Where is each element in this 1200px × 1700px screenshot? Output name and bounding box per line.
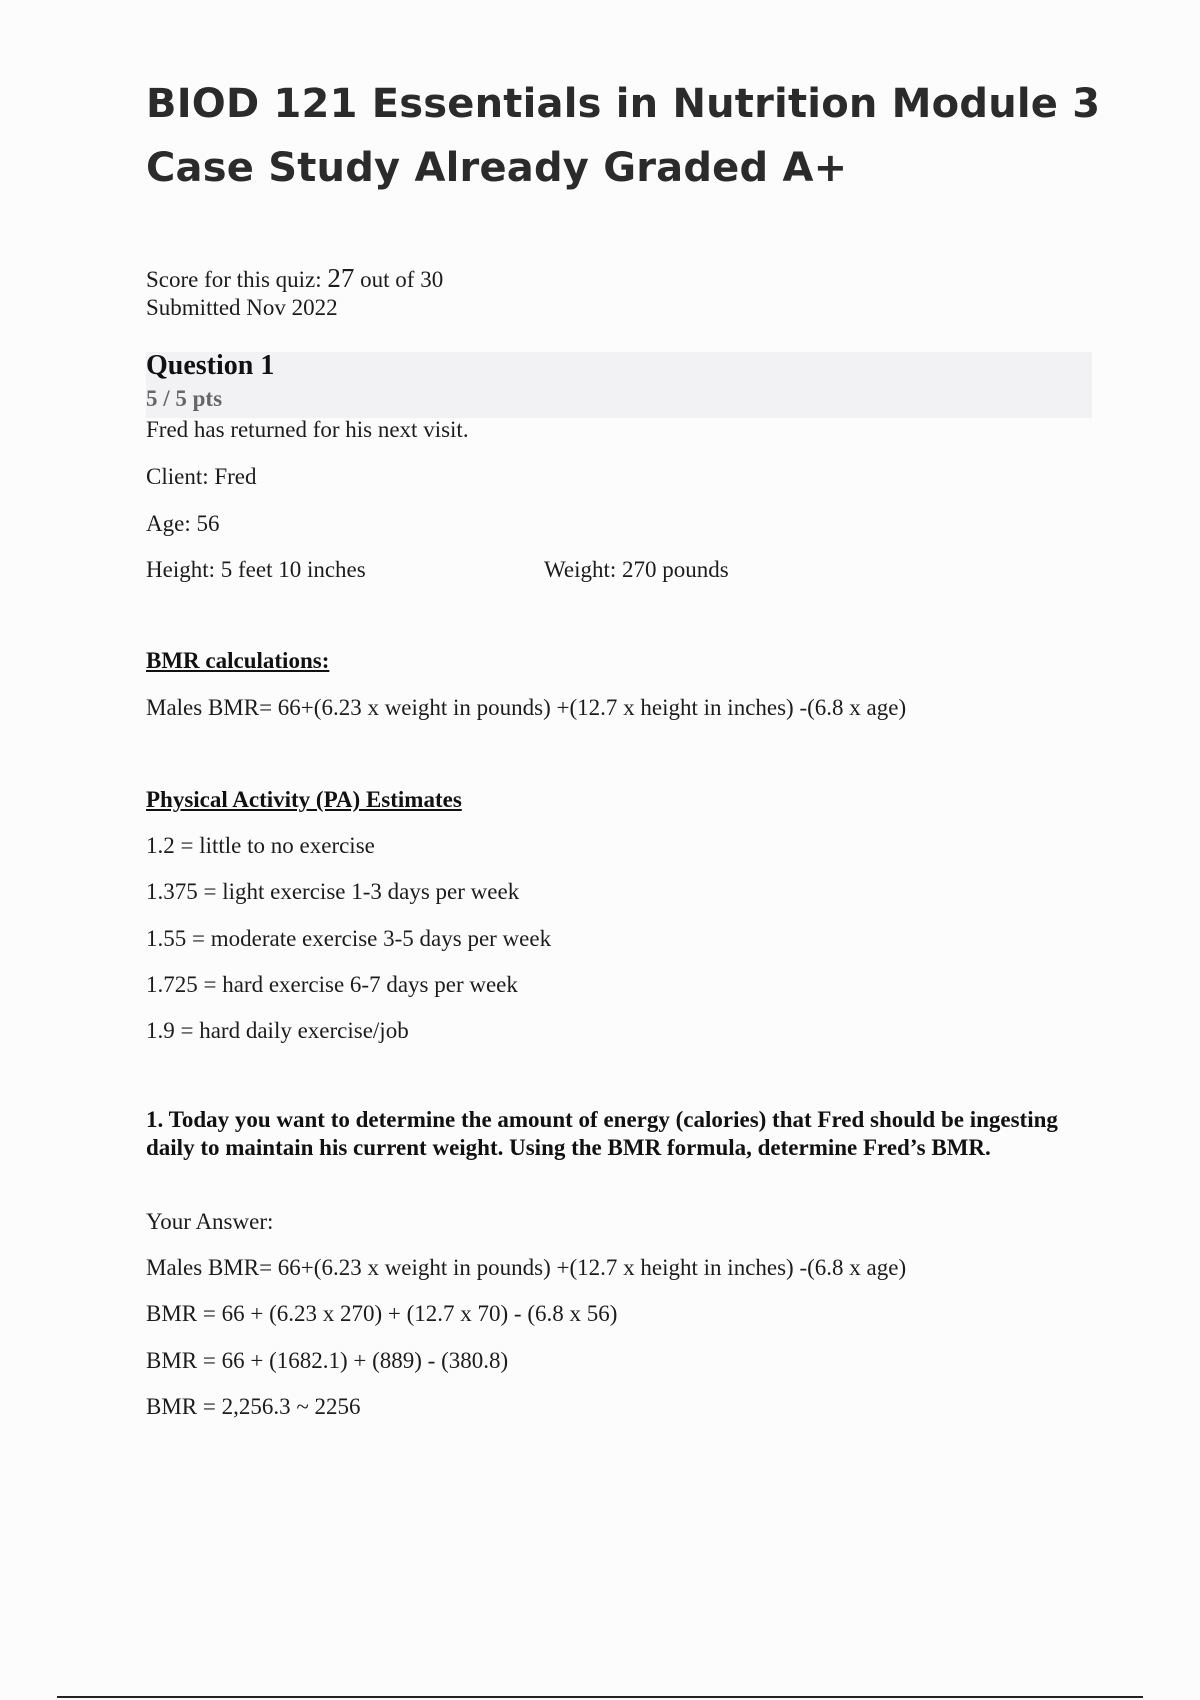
score-label: Score for this quiz: <box>146 267 322 292</box>
quiz-score <box>146 263 443 294</box>
submitted-date: Submitted Nov 2022 <box>146 295 338 320</box>
question-title: Question 1 <box>146 350 275 381</box>
answer-line: BMR = 66 + (6.23 x 270) + (12.7 x 70) - (6.8 x 56) <box>146 1301 618 1326</box>
bmr-heading: BMR calculations: <box>146 648 330 673</box>
pa-heading: Physical Activity (PA) Estimates <box>146 787 462 812</box>
client-age: Age: 56 <box>146 511 220 536</box>
pa-item: 1.375 = light exercise 1-3 days per week <box>146 879 520 904</box>
answer-label: Your Answer: <box>146 1209 274 1234</box>
pa-item: 1.725 = hard exercise 6-7 days per week <box>146 972 518 997</box>
question-intro: Fred has returned for his next visit. <box>146 417 469 442</box>
client-height: Height: 5 feet 10 inches <box>146 557 366 582</box>
client-name: Client: Fred <box>146 464 257 489</box>
answer-line: BMR = 66 + (1682.1) + (889) - (380.8) <box>146 1348 509 1373</box>
score-value: 27 <box>327 263 355 293</box>
question-points: 5 / 5 pts <box>146 386 223 411</box>
pa-item: 1.55 = moderate exercise 3-5 days per week <box>146 926 552 951</box>
client-weight: Weight: 270 pounds <box>544 557 729 582</box>
answer-line: BMR = 2,256.3 ~ 2256 <box>146 1394 361 1419</box>
question-header-band <box>146 352 1092 418</box>
bmr-formula: Males BMR= 66+(6.23 x weight in pounds) +(12.7 x height in inches) -(6.8 x age) <box>146 695 907 720</box>
score-total: out of 30 <box>360 267 444 292</box>
question-prompt: 1. Today you want to determine the amount of energy (calories) that Fred should be ingesting daily to maintain his current weight. Using the BMR formula, determine Fred’s BMR. <box>146 1107 1058 1160</box>
document-title: BIOD 121 Essentials in Nutrition Module 3 Case Study Already Graded A+ <box>146 81 1101 191</box>
footer-divider <box>57 1696 1143 1698</box>
pa-item: 1.9 = hard daily exercise/job <box>146 1018 409 1043</box>
answer-line: Males BMR= 66+(6.23 x weight in pounds) +(12.7 x height in inches) -(6.8 x age) <box>146 1255 907 1280</box>
pa-item: 1.2 = little to no exercise <box>146 833 375 858</box>
